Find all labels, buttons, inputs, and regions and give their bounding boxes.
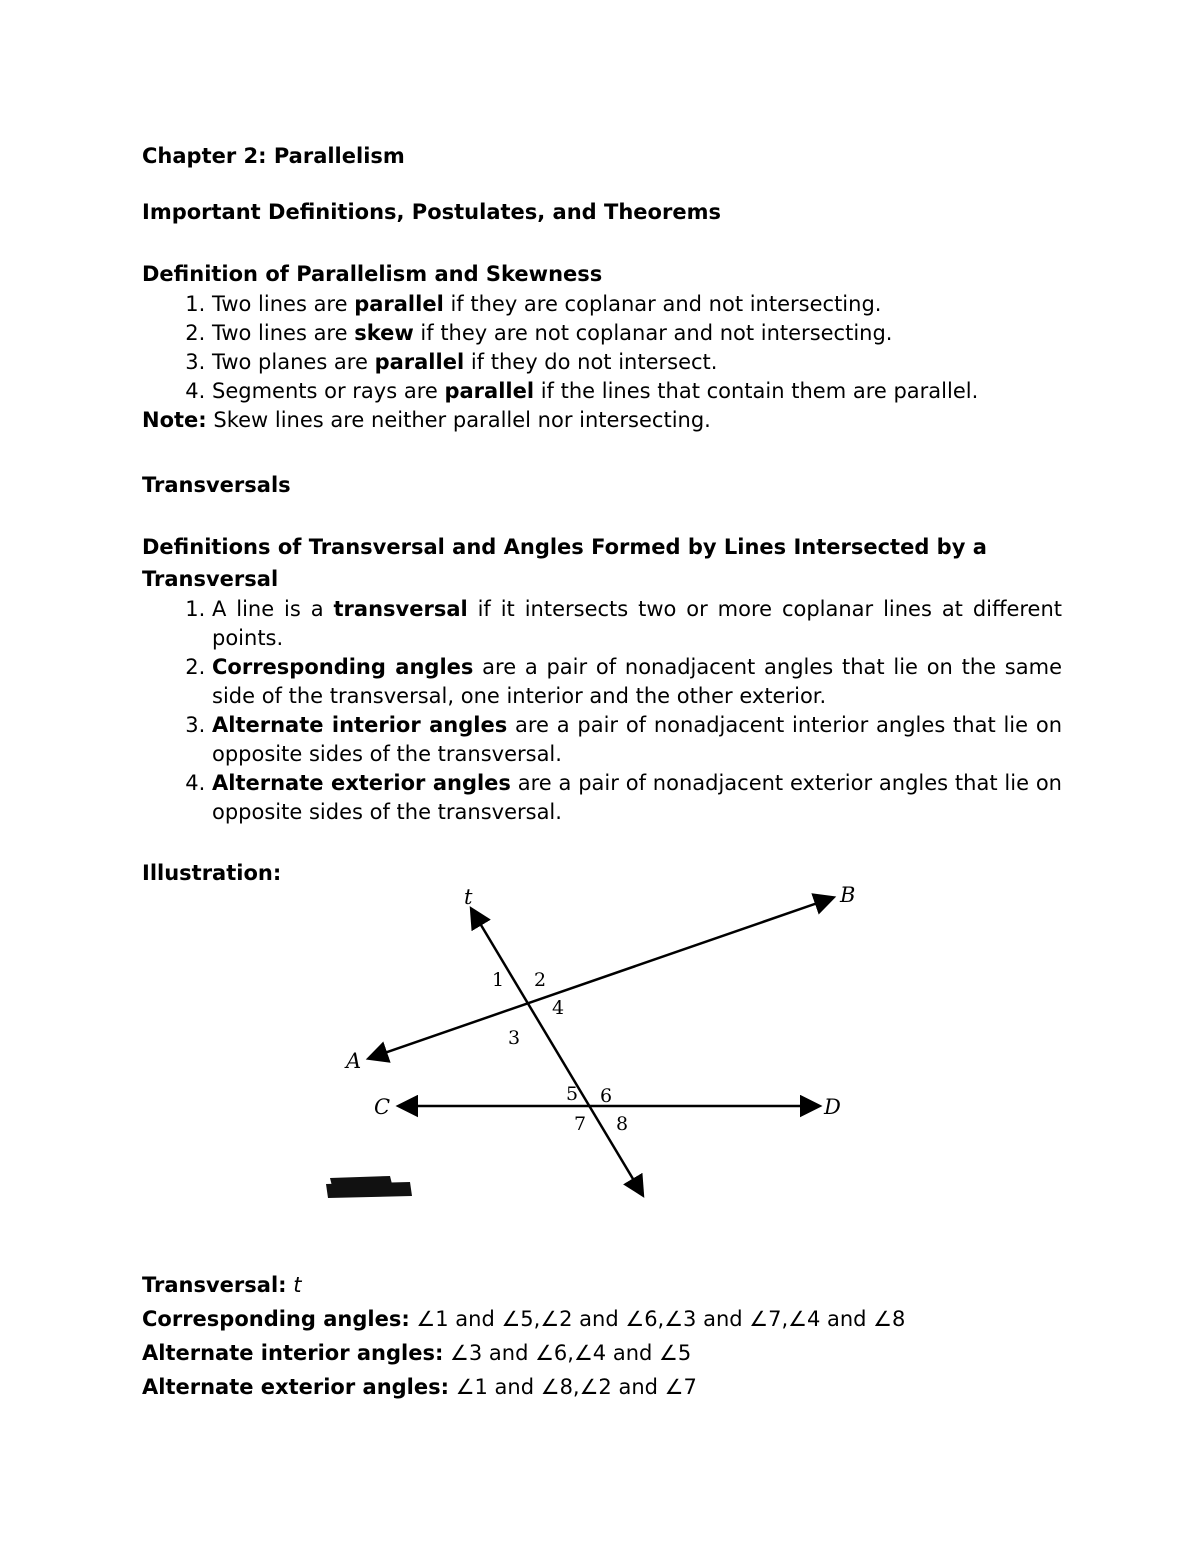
summary-label: Corresponding angles:: [142, 1307, 410, 1331]
section1-list: [142, 290, 1062, 406]
item-text: if they do not intersect.: [464, 350, 718, 374]
item-text: if they are not coplanar and not intersecting.: [413, 321, 893, 345]
item-text: if the lines that contain them are parallel.: [534, 379, 979, 403]
item-term: Alternate exterior angles: [212, 771, 511, 795]
item-term: Alternate interior angles: [212, 713, 508, 737]
label-b: B: [840, 883, 856, 907]
summary-label: Alternate interior angles:: [142, 1341, 444, 1365]
list-item: [212, 290, 1062, 319]
item-term: Corresponding angles: [212, 655, 474, 679]
summary-label: Transversal:: [142, 1273, 287, 1297]
list-item: [212, 319, 1062, 348]
section2-title: Transversals: [142, 473, 291, 497]
list-item: [212, 653, 1062, 711]
label-t: t: [464, 885, 473, 909]
item-text: are a pair of nonadjacent interior angles that lie on opposite sides of the transversal.: [212, 713, 1062, 766]
document-page: [142, 140, 1062, 889]
summary-value: ∠1 and ∠8,∠2 and ∠7: [449, 1375, 697, 1399]
item-text: if they are coplanar and not intersecting.: [443, 292, 882, 316]
summary-row: [142, 1336, 1062, 1370]
summary-value: ∠3 and ∠6,∠4 and ∠5: [443, 1341, 692, 1365]
item-term: transversal: [333, 597, 468, 621]
item-text: Two planes are: [212, 350, 375, 374]
section1-heading: Definition of Parallelism and Skewness: [142, 262, 603, 286]
angle-label-6: 6: [600, 1085, 613, 1107]
transversal-figure: [320, 880, 880, 1220]
angle-label-2: 2: [534, 969, 547, 991]
note-text: Skew lines are neither parallel nor intersecting.: [206, 408, 711, 432]
item-term: skew: [354, 321, 414, 345]
item-term: parallel: [374, 350, 465, 374]
item-term: parallel: [354, 292, 444, 316]
summary-row: [142, 1370, 1062, 1404]
angle-label-7: 7: [574, 1113, 587, 1135]
section2-heading: Definitions of Transversal and Angles Formed by Lines Intersected by a Transversal: [142, 535, 987, 591]
item-text: are a pair of nonadjacent angles that lie on the same side of the transversal, one interior and the other exterior.: [212, 655, 1062, 708]
list-item: [212, 711, 1062, 769]
label-c: C: [374, 1095, 391, 1119]
angle-label-8: 8: [616, 1113, 629, 1135]
note: [142, 406, 1062, 435]
summary-value: ∠1 and ∠5,∠2 and ∠6,∠3 and ∠7,∠4 and ∠8: [409, 1307, 906, 1331]
label-a: A: [346, 1049, 362, 1073]
subtitle: Important Definitions, Postulates, and Theorems: [142, 200, 721, 224]
summary-row: [142, 1302, 1062, 1336]
scribble-mark: [326, 1176, 412, 1198]
item-text: Two lines are: [212, 321, 355, 345]
item-text: A line is a: [212, 597, 334, 621]
summary: [142, 1268, 1062, 1404]
item-text: Two lines are: [212, 292, 355, 316]
section2-list: [142, 595, 1062, 827]
line-ab: [370, 898, 832, 1058]
summary-value: t: [286, 1273, 302, 1297]
angle-label-1: 1: [492, 969, 505, 991]
chapter-title: Chapter 2: Parallelism: [142, 144, 405, 168]
angle-label-4: 4: [552, 997, 565, 1019]
transversal-line: [472, 910, 642, 1194]
list-item: [212, 348, 1062, 377]
illustration-label: Illustration:: [142, 861, 282, 885]
item-text: Segments or rays are: [212, 379, 445, 403]
angle-label-3: 3: [508, 1027, 521, 1049]
label-d: D: [824, 1095, 841, 1119]
summary-label: Alternate exterior angles:: [142, 1375, 450, 1399]
list-item: [212, 595, 1062, 653]
item-text: are a pair of nonadjacent exterior angles that lie on opposite sides of the transversal.: [212, 771, 1062, 824]
angle-label-5: 5: [566, 1083, 579, 1105]
note-label: Note:: [142, 408, 207, 432]
item-term: parallel: [444, 379, 535, 403]
summary-row: [142, 1268, 1062, 1302]
list-item: [212, 377, 1062, 406]
item-text: if it intersects two or more coplanar lines at different points.: [212, 597, 1063, 650]
list-item: [212, 769, 1062, 827]
